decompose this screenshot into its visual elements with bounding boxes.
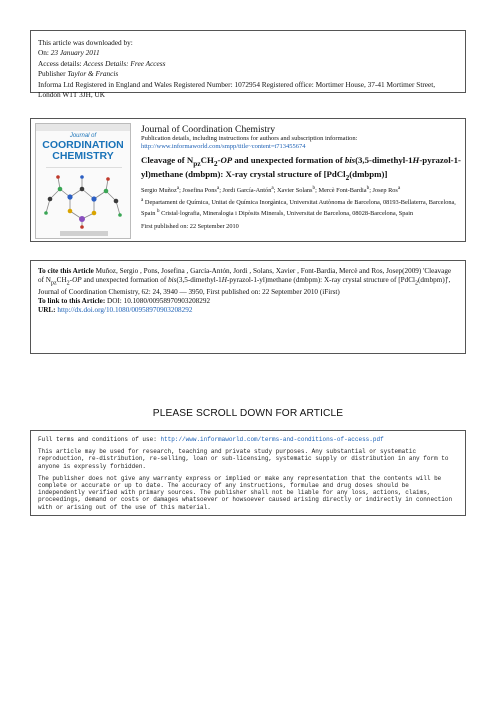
publisher-label: Publisher	[38, 69, 66, 79]
downloaded-by-text: This article was downloaded by:	[38, 38, 133, 47]
publisher-logo-icon	[60, 231, 108, 236]
terms-box	[30, 430, 466, 516]
article-info	[141, 124, 461, 232]
scroll-notice: PLEASE SCROLL DOWN FOR ARTICLE	[152, 408, 344, 419]
download-date-line	[38, 48, 457, 58]
journal-name: Journal of Coordination Chemistry	[141, 124, 276, 135]
cover-rule	[46, 167, 122, 168]
first-published: First published on: 22 September 2010	[141, 222, 239, 230]
cite-paragraph	[38, 267, 457, 297]
cite-text: Muñoz, Sergio , Pons, Josefina , García-Antón, Jordi , Solans, Xavier , Font-Bardia, Mercè and Ros, Josep(2009) 'Cleavage of $N_{pz}CH_2-OP$ and unexpected formation of bis(3,5-dimethyl-1H-pyrazol-1-yl)methane (dmbpm): X-ray crystal structure of [PdCl$_2$(dmbpm)]', Journal of Coordination Chemistry, 62: 24, 3940 — 3950, First published on: 22 September 2010 (iFirst)	[38, 267, 452, 297]
terms-line	[38, 436, 457, 443]
publisher-value: Taylor & Francis	[67, 69, 119, 79]
article-title: Cleavage of $N_{pz}CH_2-OP$ and unexpected formation of bis(3,5-dimethyl-1H-pyrazol-1-yl)methane (dmbpm): X-ray crystal structure of [PdCl$_2$(dmbpm)]	[141, 155, 461, 182]
cover-title-line2: COORDINATION	[42, 139, 124, 151]
download-notice-box	[30, 30, 466, 100]
publisher-line	[38, 69, 457, 79]
cover-journal-title	[36, 133, 130, 161]
terms-label: Full terms and conditions of use:	[38, 436, 157, 443]
terms-paragraph-usage: This article may be used for research, teaching and private study purposes. Any substantial or systematic reproduction, re-distribution, re-selling, loan or sub-licensing, systematic supply or distribution in any form to anyone is expressly forbidden.	[38, 448, 449, 470]
url-paragraph	[38, 306, 457, 315]
cite-label: To cite this Article	[38, 267, 94, 275]
on-label: On:	[38, 48, 49, 58]
access-label: Access details:	[38, 58, 82, 68]
publication-details: Publication details, including instructions for authors and subscription information:	[141, 135, 358, 142]
article-info-box	[30, 118, 466, 242]
citation-box	[30, 260, 466, 354]
doi-url-link[interactable]: http://dx.doi.org/10.1080/00958970903208292	[57, 305, 193, 314]
journal-cover-image	[35, 123, 131, 239]
cover-title-line3: CHEMISTRY	[52, 149, 114, 162]
registration-text: Informa Ltd Registered in England and Wales Registered Number: 1072954 Registered office: Mortimer House, 37-41 Mortimer Street, London W1T 3JH, UK	[38, 79, 436, 100]
cover-header-band	[36, 124, 130, 131]
link-label: To link to this Article:	[38, 296, 106, 305]
molecular-structure-icon	[36, 169, 130, 231]
doi-text: DOI: 10.1080/00958970903208292	[107, 296, 211, 305]
journal-url-link[interactable]: http://www.informaworld.com/smpp/title~content=t713455674	[141, 143, 306, 151]
access-value: Access Details: Free Access	[83, 58, 166, 68]
access-details-line	[38, 59, 457, 69]
cover-title-line1: Journal of	[69, 133, 97, 139]
download-date: 23 January 2011	[50, 48, 100, 58]
authors-list: Sergio Muñoz$^a$; Josefina Pons$^a$; Jordi García-Antón$^a$; Xavier Solans$^b$; Mercè Font-Bardia$^b$; Josep Ros$^a$	[141, 184, 401, 194]
terms-url-link[interactable]: http://www.informaworld.com/terms-and-conditions-of-access.pdf	[160, 436, 384, 443]
url-label: URL:	[38, 305, 56, 314]
affiliations: $^a$ Departament de Química, Unitat de Química Inorgànica, Universitat Autònoma de Barcelona, 08193-Bellaterra, Barcelona, Spain $^b$ Cristal·lografia, Mineralogia i Dipòsits Minerals, Universitat de Barcelona, 08028-Barcelona, Spain	[141, 196, 456, 218]
terms-paragraph-warranty: The publisher does not give any warranty express or implied or make any representation that the contents will be complete or accurate or up to date. The accuracy of any instructions, formulae and drug doses should be independently verified with primary sources. The publisher shall not be liable for any loss, actions, claims, proceedings, demand or costs or damages whatsoever or howsoever caused arising directly or indirectly in connection with or arising out of the use of this material.	[38, 474, 453, 511]
link-paragraph	[38, 297, 457, 306]
